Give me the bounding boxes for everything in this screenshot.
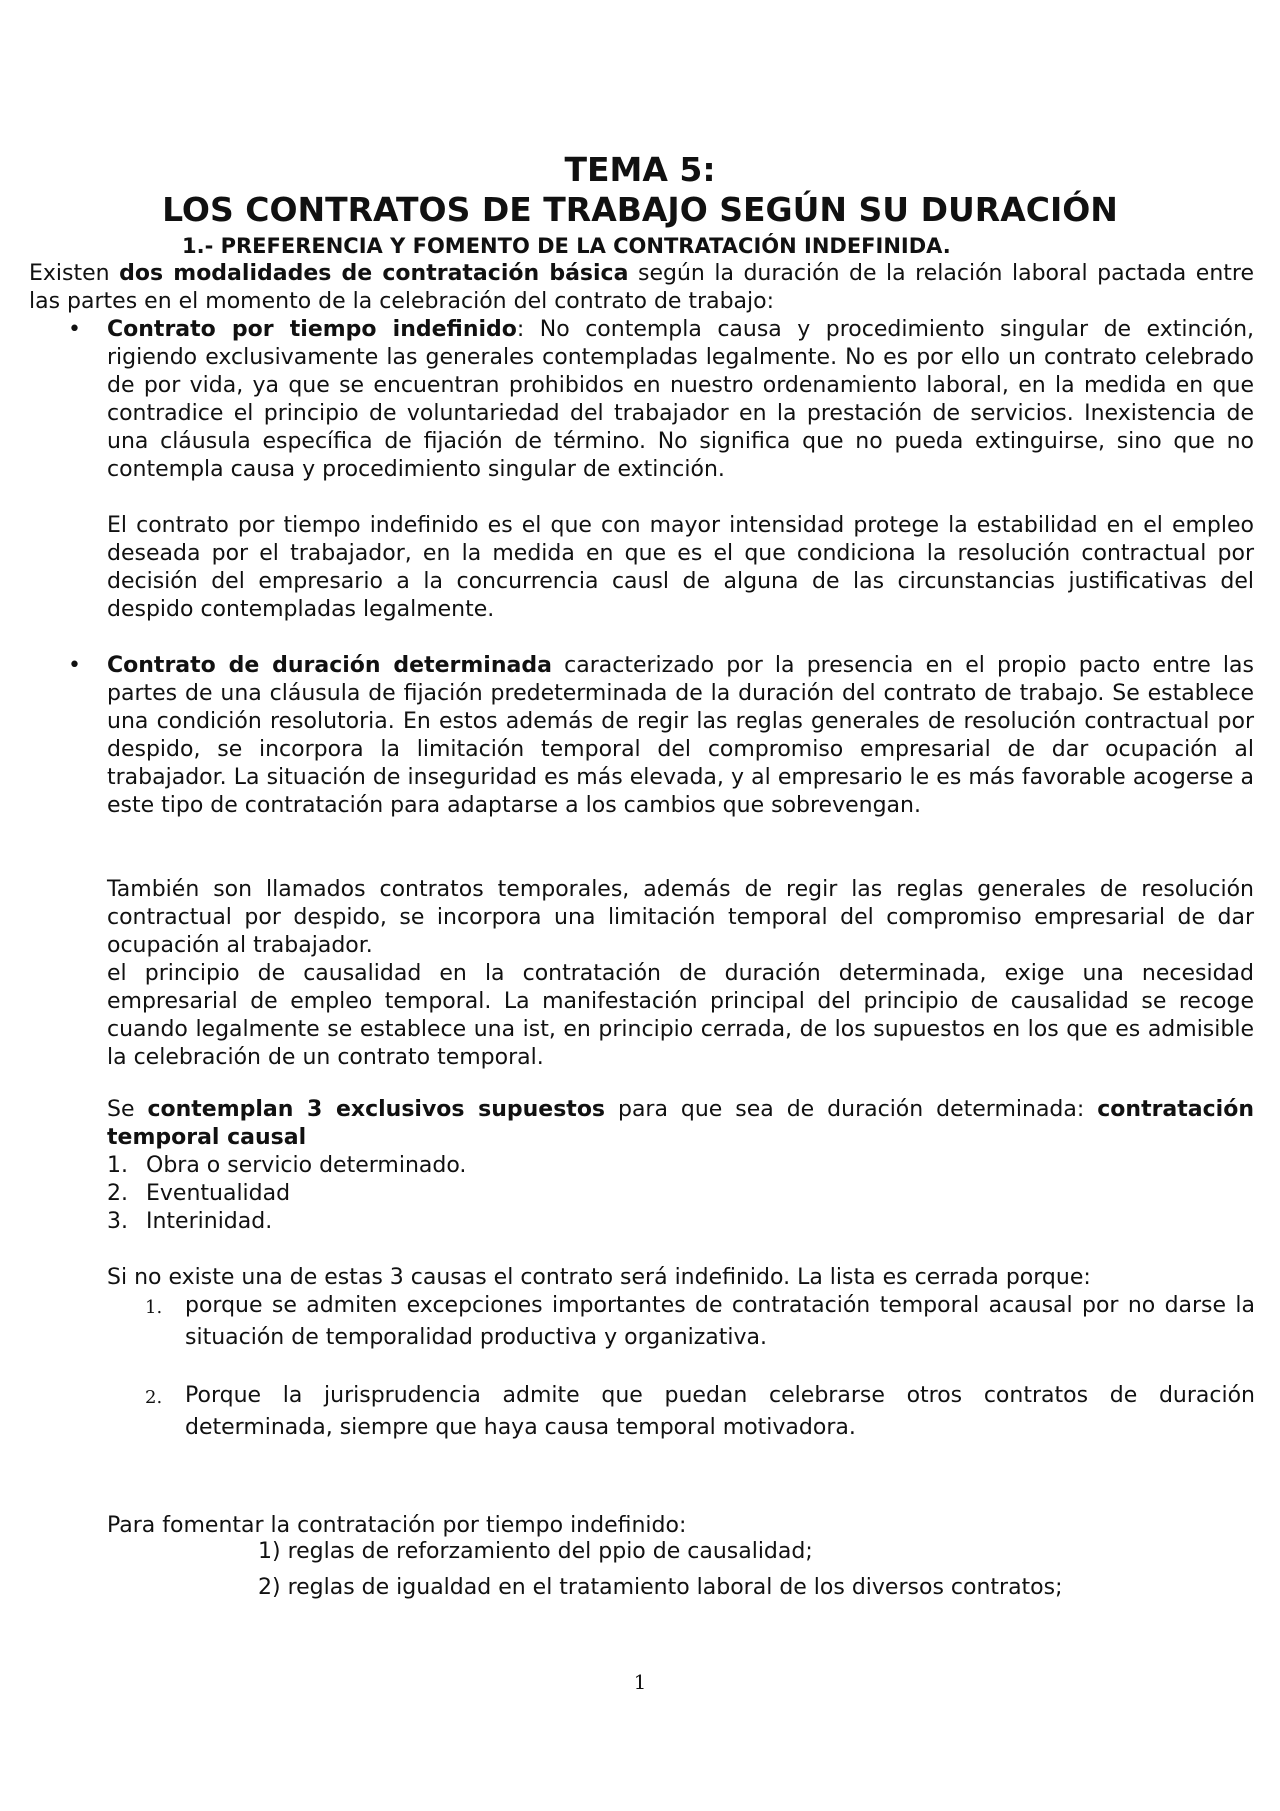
bullet-2-para3-text: el principio de causalidad en la contratación de duración determinada, exige una necesidad empresarial de empleo temporal. La manifestación principal del principio de causalidad se recoge cuando legalmente se establece una ist, en principio cerrada, de los supuestos en los que es admisible la celebración de un contrato temporal. [107,961,1254,1070]
bullet-marker-2: • [68,653,81,678]
supuesto-item [107,1180,290,1208]
bullet-2-para2-text: También son llamados contratos temporales, además de regir las reglas generales de resolución contractual por despido, se incorpora una limitación temporal del compromiso empresarial de dar ocupación al trabajador. [107,877,1254,958]
bullet-2-bold: Contrato de duración determinada [107,653,552,678]
supuestos-bold-2: contratación temporal causal [107,1097,1254,1150]
bullet-2-text: caracterizado por la presencia en el propio pacto entre las partes de una cláusula de fijación predeterminada de la duración del contrato de trabajo. Se establece una condición resolutoria. En estos además de regir las reglas generales de resolución contractual por despido, se incorpora la limitación temporal del compromiso empresarial de dar ocupación al trabajador. La situación de inseguridad es más elevada, y al empresario le es más favorable acogerse a este tipo de contratación para adaptarse a los cambios que sobrevengan. [107,653,1254,818]
bullet-1-text: : No contempla causa y procedimiento singular de extinción, rigiendo exclusivamente las generales contempladas legalmente. No es por ello un contrato celebrado de por vida, ya que se encuentran prohibidos en nuestro ordenamiento laboral, en la medida en que contradice el principio de voluntariedad del trabajador en la prestación de servicios. Inexistencia de una cláusula específica de fijación de término. No significa que no pueda extinguirse, sino que no contempla causa y procedimiento singular de extinción. [107,317,1255,482]
lista-text: porque se admiten excepciones importantes de contratación temporal acausal por no darse la situación de temporalidad productiva y organizativa. [185,1293,1255,1350]
intro-bold: dos modalidades de contratación básica [119,261,629,286]
lista-text: Porque la jurisprudencia admite que puedan celebrarse otros contratos de duración determinada, siempre que haya causa temporal motivadora. [185,1383,1255,1440]
supuesto-text: Interinidad. [146,1209,273,1234]
fomento-item: 2) reglas de igualdad en el tratamiento laboral de los diversos contratos; [258,1575,1063,1600]
supuesto-text: Obra o servicio determinado. [146,1153,467,1178]
supuestos-mid: para que sea de duración determinada: [605,1097,1098,1122]
fomento-item: 1) reglas de reforzamiento del ppio de causalidad; [258,1539,813,1564]
intro-paragraph [29,260,1254,316]
title-line-1: TEMA 5: [564,150,716,189]
supuesto-number: 1. [107,1153,128,1178]
supuesto-text: Eventualidad [146,1181,291,1206]
lista-number: 1. [145,1297,163,1318]
supuestos-bold-1: contemplan 3 exclusivos supuestos [147,1097,606,1122]
bullet-2-paragraph-3 [107,960,1254,1072]
supuesto-item [107,1152,466,1180]
page-number: 1 [633,1670,647,1694]
bullet-marker-1: • [68,317,81,342]
supuestos-paragraph [107,1096,1254,1152]
fomento-intro: Para fomentar la contratación por tiempo indefinido: [107,1513,687,1538]
bullet-2-paragraph-2 [107,876,1254,960]
supuesto-number: 2. [107,1181,128,1206]
intro-post: según la duración de la relación laboral pactada entre las partes en el momento de la celebración del contrato de trabajo: [29,261,1255,314]
section-heading: 1.- PREFERENCIA Y FOMENTO DE LA CONTRATACIÓN INDEFINIDA. [182,234,951,258]
supuesto-item [107,1208,272,1236]
title-line-2: LOS CONTRATOS DE TRABAJO SEGÚN SU DURACIÓN [162,190,1118,229]
bullet-2-paragraph [107,652,1254,820]
lista-intro: Si no existe una de estas 3 causas el contrato será indefinido. La lista es cerrada porque: [107,1265,1091,1290]
lista-number: 2. [145,1387,163,1408]
supuestos-pre: Se [107,1097,148,1122]
bullet-1-para2-text: El contrato por tiempo indefinido es el que con mayor intensidad protege la estabilidad en el empleo deseada por el trabajador, en la medida en que es el que condiciona la resolución contractual por decisión del empresario a la concurrencia causl de alguna de las circunstancias justificativas del despido contempladas legalmente. [107,513,1254,622]
bullet-1-paragraph [107,316,1254,484]
bullet-1-paragraph-2 [107,512,1254,624]
intro-pre: Existen [29,261,120,286]
supuesto-number: 3. [107,1209,128,1234]
bullet-1-bold: Contrato por tiempo indefinido [107,317,517,342]
